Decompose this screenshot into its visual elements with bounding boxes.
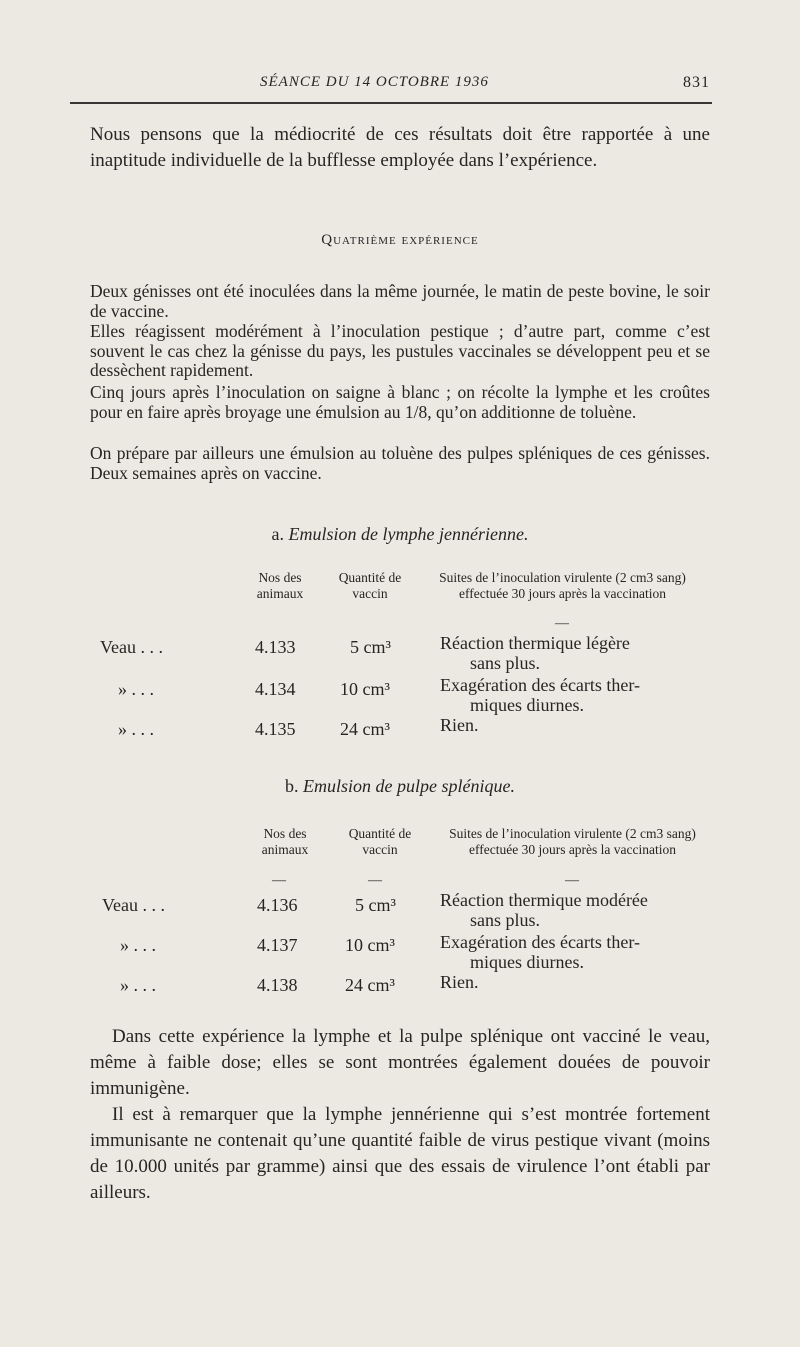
result-line: Exagération des écarts ther- (440, 932, 641, 952)
result-line: Exagération des écarts ther- (440, 675, 641, 695)
result-line-cont: miques diurnes. (470, 952, 584, 972)
conclusion-paragraph: Dans cette expérience la lymphe et la pulpe splénique ont vacciné le veau, même à faible dose; elles se sont montrées également douées de pouvoir immunigène. (90, 1026, 710, 1099)
col-header-result: Suites de l’inoculation virulente (2 cm3 sang) effectuée 30 jours après la vaccination (439, 570, 686, 601)
quantity-cell: 5 cm³ (350, 637, 391, 657)
number-cell: 4.135 (255, 719, 296, 739)
number-cell: 4.134 (255, 679, 296, 699)
intro-paragraph: Nous pensons que la médiocrité de ces résultats doit être rapportée à une inaptitude individuelle de la bufflesse employée dans l’expérience. (90, 124, 710, 171)
result-line-cont: miques diurnes. (470, 695, 584, 715)
body-paragraph: Cinq jours après l’inoculation on saigne à blanc ; on récolte la lymphe et les croûtes pour en faire après broyage une émulsion au 1/8, qu’on additionne de toluène. (90, 382, 710, 422)
table-b-title (0, 776, 800, 797)
result-line: Réaction thermique légère (440, 633, 630, 653)
table-a-title (0, 524, 800, 545)
result-line-cont: sans plus. (470, 910, 541, 930)
col-header-qty: Quantité de vaccin (348, 826, 412, 857)
col-header-qty: Quantité de vaccin (338, 570, 402, 601)
animal-cell: » . . . (120, 975, 156, 995)
animal-cell: Veau . . . (100, 637, 163, 657)
number-cell: 4.138 (257, 975, 298, 995)
number-cell: 4.136 (257, 895, 298, 915)
quantity-cell: 10 cm³ (345, 935, 395, 955)
col-dash: — (368, 873, 382, 888)
quantity-cell: 24 cm³ (340, 719, 390, 739)
result-line-cont: sans plus. (470, 653, 541, 673)
result-cell (440, 890, 705, 930)
result-cell (440, 715, 705, 735)
result-line: Réaction thermique modérée (440, 890, 648, 910)
animal-cell: » . . . (120, 935, 156, 955)
col-dash: — (565, 873, 579, 888)
table-b-label: Emulsion de pulpe splénique. (303, 776, 515, 796)
table-a-prefix: a. (271, 524, 285, 544)
animal-cell: » . . . (118, 719, 154, 739)
section-title: Quatrième expérience (321, 232, 479, 248)
body-paragraph: Elles réagissent modérément à l’inoculation pestique ; d’autre part, comme c’est souvent le cas chez la génisse du pays, les pustules vaccinales se développent peu et se dessèchent rapidement. (90, 321, 710, 380)
table-b-prefix: b. (285, 776, 299, 796)
body-paragraph: On prépare par ailleurs une émulsion au toluène des pulpes spléniques de ces génisses. Deux semaines après on vaccine. (90, 443, 710, 483)
col-header-num: Nos des animaux (261, 826, 309, 857)
quantity-cell: 24 cm³ (345, 975, 395, 995)
result-line: Rien. (440, 972, 479, 992)
body-paragraph: Deux génisses ont été inoculées dans la même journée, le matin de peste bovine, le soir de vaccine. (90, 281, 710, 321)
number-cell: 4.133 (255, 637, 296, 657)
col-header-result: Suites de l’inoculation virulente (2 cm3 sang) effectuée 30 jours après la vaccination (449, 826, 696, 857)
quantity-cell: 5 cm³ (355, 895, 396, 915)
quantity-cell: 10 cm³ (340, 679, 390, 699)
conclusion-paragraph: Il est à remarquer que la lymphe jennérienne qui s’est montrée fortement immunisante ne contenait qu’une quantité faible de virus pestique vivant (moins de 10.000 unités par gramme) ainsi que des essais de virulence l’ont établi par ailleurs. (90, 1104, 710, 1203)
table-a-label: Emulsion de lymphe jennérienne. (288, 524, 529, 544)
header-title: SÉANCE DU 14 OCTOBRE 1936 (260, 74, 489, 90)
col-dash: — (555, 616, 569, 631)
number-cell: 4.137 (257, 935, 298, 955)
result-cell (440, 675, 705, 715)
result-line: Rien. (440, 715, 479, 735)
header-rule (70, 102, 712, 104)
animal-cell: Veau . . . (102, 895, 165, 915)
result-cell (440, 633, 705, 673)
col-header-num: Nos des animaux (256, 570, 304, 601)
col-dash: — (272, 873, 286, 888)
animal-cell: » . . . (118, 679, 154, 699)
page-number: 831 (683, 74, 710, 91)
result-cell (440, 932, 705, 972)
result-cell (440, 972, 705, 992)
